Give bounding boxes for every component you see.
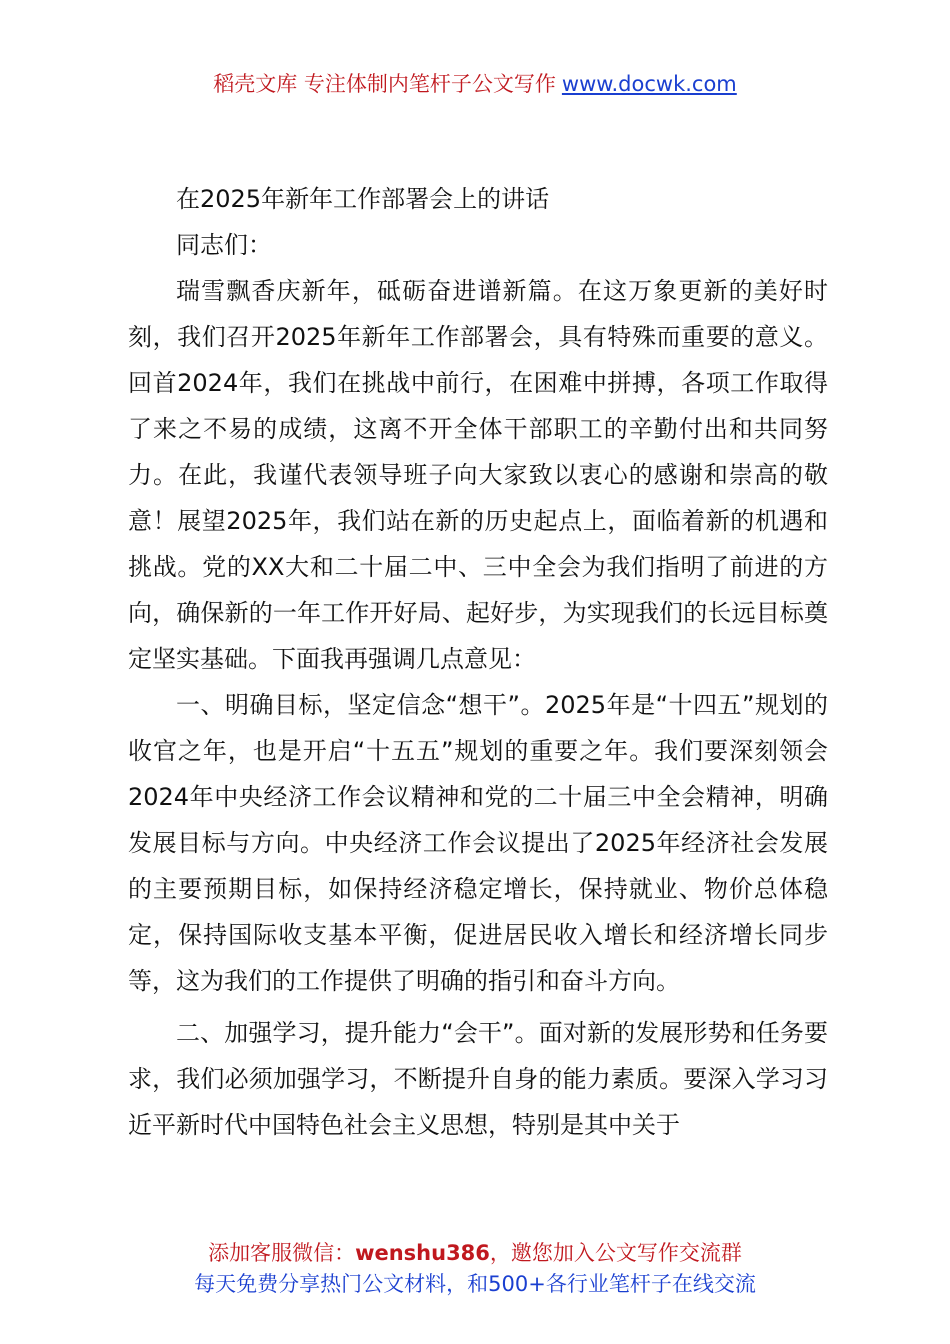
footer-share-line: 每天免费分享热门公文材料，和500+各行业笔杆子在线交流 <box>194 1272 756 1296</box>
paragraph-section-1: 一、明确目标，坚定信念“想干”。2025年是“十四五”规划的收官之年，也是开启“十五五”规划的重要之年。我们要深刻领会2024年中央经济工作会议精神和党的二十届三中全会精神，明确发展目标与方向。中央经济工作会议提出了2025年经济社会发展的主要预期目标，如保持经济稳定增长，保持就业、物价总体稳定，保持国际收支基本平衡，促进居民收入增长和经济增长同步等，这为我们的工作提供了明确的指引和奋斗方向。 <box>128 691 828 995</box>
header-url-link[interactable]: www.docwk.com <box>561 72 737 96</box>
footer-wechat-line <box>0 1238 950 1269</box>
paragraph-section-2: 二、加强学习，提升能力“会干”。面对新的发展形势和任务要求，我们必须加强学习，不断提升自身的能力素质。要深入学习习近平新时代中国特色社会主义思想，特别是其中关于 <box>128 1019 828 1139</box>
header-brand: 稻壳文库 专注体制内笔杆子公文写作 <box>213 72 556 96</box>
paragraph-intro: 瑞雪飘香庆新年，砥砺奋进谱新篇。在这万象更新的美好时刻，我们召开2025年新年工作部署会，具有特殊而重要的意义。回首2024年，我们在挑战中前行，在困难中拼搏，各项工作取得了来之不易的成绩，这离不开全体干部职工的辛勤付出和共同努力。在此，我谨代表领导班子向大家致以衷心的感谢和崇高的敬意！展望2025年，我们站在新的历史起点上，面临着新的机遇和挑战。党的XX大和二十届二中、三中全会为我们指明了前进的方向，确保新的一年工作开好局、起好步，为实现我们的长远目标奠定坚实基础。下面我再强调几点意见： <box>128 277 828 673</box>
page-header <box>0 68 950 98</box>
salutation: 同志们： <box>176 231 272 259</box>
footer-wechat-id: wenshu386 <box>355 1241 490 1265</box>
document-body <box>128 176 828 1148</box>
page-footer <box>0 1238 950 1300</box>
document-title: 在2025年新年工作部署会上的讲话 <box>176 185 550 213</box>
footer-wechat-suffix: ，邀您加入公文写作交流群 <box>489 1241 742 1265</box>
footer-wechat-prefix: 添加客服微信： <box>208 1241 356 1265</box>
